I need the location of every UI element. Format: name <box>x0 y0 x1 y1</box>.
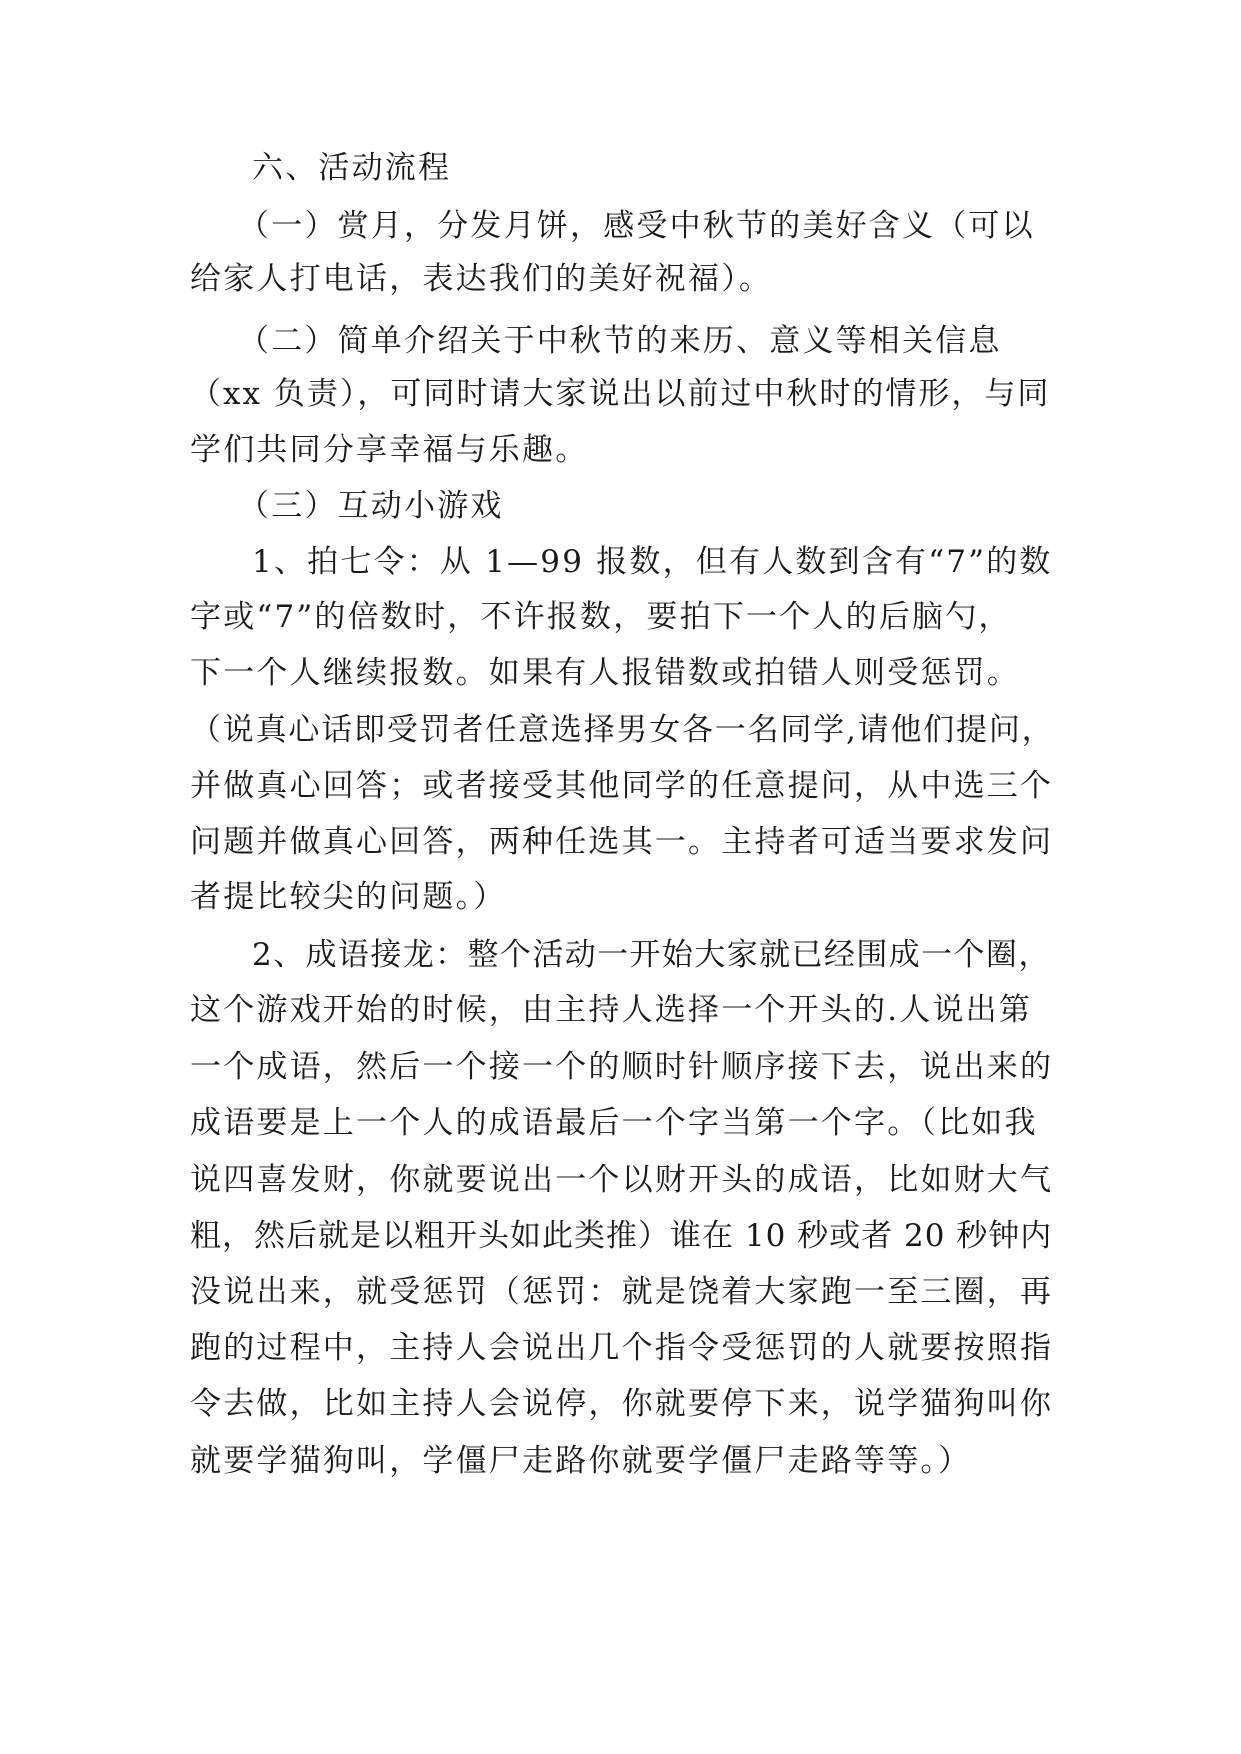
paragraph-line: 一个成语，然后一个接一个的顺时针顺序接下去，说出来的 <box>190 1049 1054 1085</box>
paragraph-line: 者提比较尖的问题。） <box>190 879 507 915</box>
paragraph-line: （二）简单介绍关于中秋节的来历、意义等相关信息 <box>238 323 1002 359</box>
paragraph-line: 问题并做真心回答，两种任选其一。主持者可适当要求发问 <box>190 824 1054 860</box>
paragraph-line: 没说出来，就受惩罚（惩罚：就是饶着大家跑一至三圈，再 <box>190 1274 1054 1310</box>
paragraph-line: 学们共同分享幸福与乐趣。 <box>190 432 589 468</box>
paragraph-line: （一）赏月，分发月饼，感受中秋节的美好含义（可以 <box>238 208 1035 244</box>
paragraph-line: 令去做，比如主持人会说停，你就要停下来，说学猫狗叫你 <box>190 1386 1054 1422</box>
paragraph-line: 成语要是上一个人的成语最后一个字当第一个字。（比如我 <box>190 1105 1038 1141</box>
paragraph-line: 粗，然后就是以粗开头如此类推）谁在 10 秒或者 20 秒钟内 <box>190 1218 1053 1254</box>
paragraph-line: 说四喜发财，你就要说出一个以财开头的成语，比如财大气 <box>190 1162 1054 1198</box>
section-heading-activity-process: 六、活动流程 <box>252 150 452 186</box>
paragraph-line: （xx 负责），可同时请大家说出以前过中秋时的情形，与同 <box>190 376 1051 412</box>
paragraph-line: 并做真心回答；或者接受其他同学的任意提问，从中选三个 <box>190 768 1054 804</box>
paragraph-line: 1、拍七令：从 1—99 报数，但有人数到含有“7”的数 <box>252 544 1053 580</box>
paragraph-line: 字或“7”的倍数时，不许报数，要拍下一个人的后脑勺， <box>190 599 1012 635</box>
paragraph-line: 下一个人继续报数。如果有人报错数或拍错人则受惩罚。 <box>190 655 1020 691</box>
paragraph-line: 跑的过程中，主持人会说出几个指令受惩罚的人就要按照指 <box>190 1330 1054 1366</box>
paragraph-line: 就要学猫狗叫，学僵尸走路你就要学僵尸走路等等。） <box>190 1443 972 1479</box>
paragraph-line: 给家人打电话，表达我们的美好祝福）。 <box>190 261 773 297</box>
subsection-heading-games: （三）互动小游戏 <box>238 488 504 524</box>
paragraph-line: 这个游戏开始的时候，由主持人选择一个开头的.人说出第 <box>190 992 1033 1028</box>
paragraph-line: （说真心话即受罚者任意选择男女各一名同学,请他们提问， <box>190 712 1055 748</box>
paragraph-line: 2、成语接龙：整个活动一开始大家就已经围成一个圈， <box>252 937 1051 973</box>
